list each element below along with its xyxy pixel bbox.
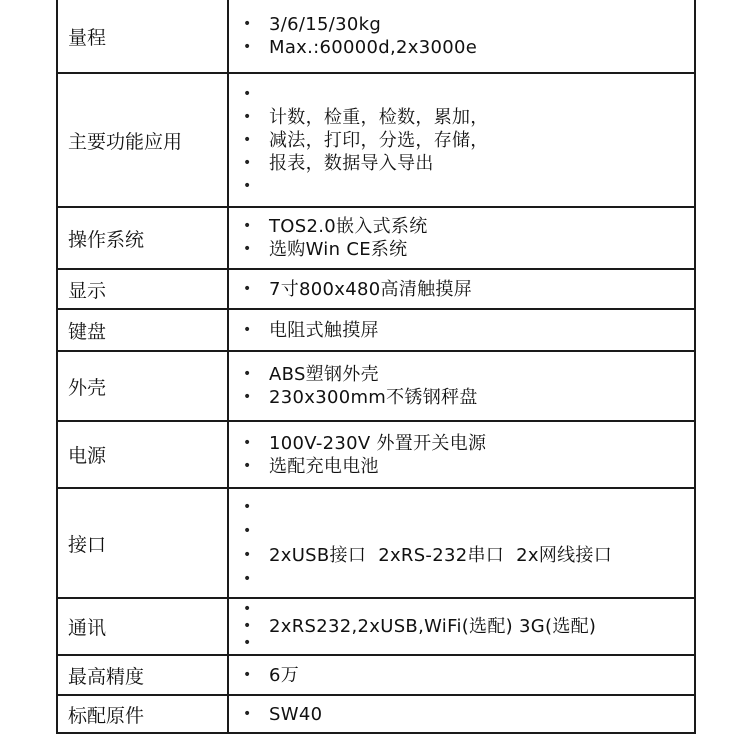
value-line: • 报表，数据导入导出 — [243, 152, 434, 174]
value-line: • ABS塑钢外壳 — [243, 364, 379, 385]
row-value — [228, 309, 695, 351]
value-line — [243, 495, 694, 519]
value-line: • 6万 — [243, 664, 300, 686]
bullet-icon: • — [243, 666, 252, 683]
bullet-icon: • — [243, 601, 252, 617]
spec-row-standard-parts — [57, 695, 695, 733]
spec-row-housing — [57, 351, 695, 421]
row-label: 键盘 — [57, 309, 228, 351]
bullet-icon: • — [243, 570, 252, 587]
bullet-icon: • — [243, 280, 252, 297]
row-value — [228, 695, 695, 733]
value-line: • 7寸800x480高清触摸屏 — [243, 278, 473, 300]
spec-row-interface — [57, 488, 695, 598]
value-line — [243, 601, 694, 617]
row-value — [228, 269, 695, 309]
row-label: 标配原件 — [57, 695, 228, 733]
bullet-icon: • — [243, 618, 252, 634]
spec-row-os — [57, 207, 695, 269]
spec-row-precision — [57, 655, 695, 695]
row-label: 接口 — [57, 488, 228, 598]
row-value — [228, 207, 695, 269]
bullet-icon: • — [243, 635, 252, 651]
value-line: • 选配充电电池 — [243, 455, 379, 477]
row-label: 最高精度 — [57, 655, 228, 695]
spec-row-keyboard — [57, 309, 695, 351]
row-value — [228, 421, 695, 488]
row-label: 操作系统 — [57, 207, 228, 269]
bullet-icon: • — [243, 498, 252, 515]
spec-row-display — [57, 269, 695, 309]
spec-table — [56, 0, 696, 734]
row-value — [228, 488, 695, 598]
bullet-icon: • — [243, 705, 252, 722]
value-line: • Max.:60000d,2x3000e — [243, 37, 478, 58]
value-line — [243, 519, 694, 543]
row-value — [228, 655, 695, 695]
value-line: • 2xUSB接口 2xRS-232串口 2x网线接口 — [243, 544, 613, 566]
row-value — [228, 0, 695, 73]
bullet-icon: • — [243, 241, 252, 257]
spec-row-functions — [57, 73, 695, 207]
row-label: 主要功能应用 — [57, 73, 228, 207]
bullet-icon: • — [243, 131, 252, 148]
bullet-icon: • — [243, 321, 252, 338]
value-line — [243, 83, 694, 106]
bullet-icon: • — [243, 16, 252, 32]
bullet-icon: • — [243, 366, 252, 382]
row-label: 通讯 — [57, 598, 228, 655]
value-line: • 100V-230V 外置开关电源 — [243, 432, 487, 454]
value-line: • 计数，检重，检数，累加， — [243, 106, 489, 128]
bullet-icon: • — [243, 108, 252, 125]
value-line: • SW40 — [243, 703, 323, 725]
value-line: • 电阻式触摸屏 — [243, 319, 379, 341]
value-line: • 3/6/15/30kg — [243, 14, 382, 35]
value-line: • 2xRS232,2xUSB,WiFi(选配) 3G(选配) — [243, 616, 597, 637]
row-label: 外壳 — [57, 351, 228, 421]
value-line — [243, 635, 694, 651]
spec-row-range — [57, 0, 695, 73]
bullet-icon: • — [243, 457, 252, 474]
row-label: 量程 — [57, 0, 228, 73]
bullet-icon: • — [243, 522, 252, 539]
row-value — [228, 73, 695, 207]
bullet-icon: • — [243, 39, 252, 55]
row-label: 显示 — [57, 269, 228, 309]
bullet-icon: • — [243, 177, 252, 194]
spec-row-communication — [57, 598, 695, 655]
bullet-icon: • — [243, 85, 252, 102]
bullet-icon: • — [243, 434, 252, 451]
bullet-icon: • — [243, 154, 252, 171]
bullet-icon: • — [243, 546, 252, 563]
bullet-icon: • — [243, 389, 252, 405]
row-value — [228, 598, 695, 655]
value-line: • TOS2.0嵌入式系统 — [243, 216, 428, 237]
spec-row-power — [57, 421, 695, 488]
bullet-icon: • — [243, 218, 252, 234]
value-line — [243, 567, 694, 591]
value-line — [243, 175, 694, 198]
value-line: • 减法，打印，分选，存储， — [243, 129, 489, 151]
row-label: 电源 — [57, 421, 228, 488]
row-value — [228, 351, 695, 421]
value-line: • 选购Win CE系统 — [243, 239, 408, 260]
value-line: • 230x300mm不锈钢秤盘 — [243, 387, 478, 408]
